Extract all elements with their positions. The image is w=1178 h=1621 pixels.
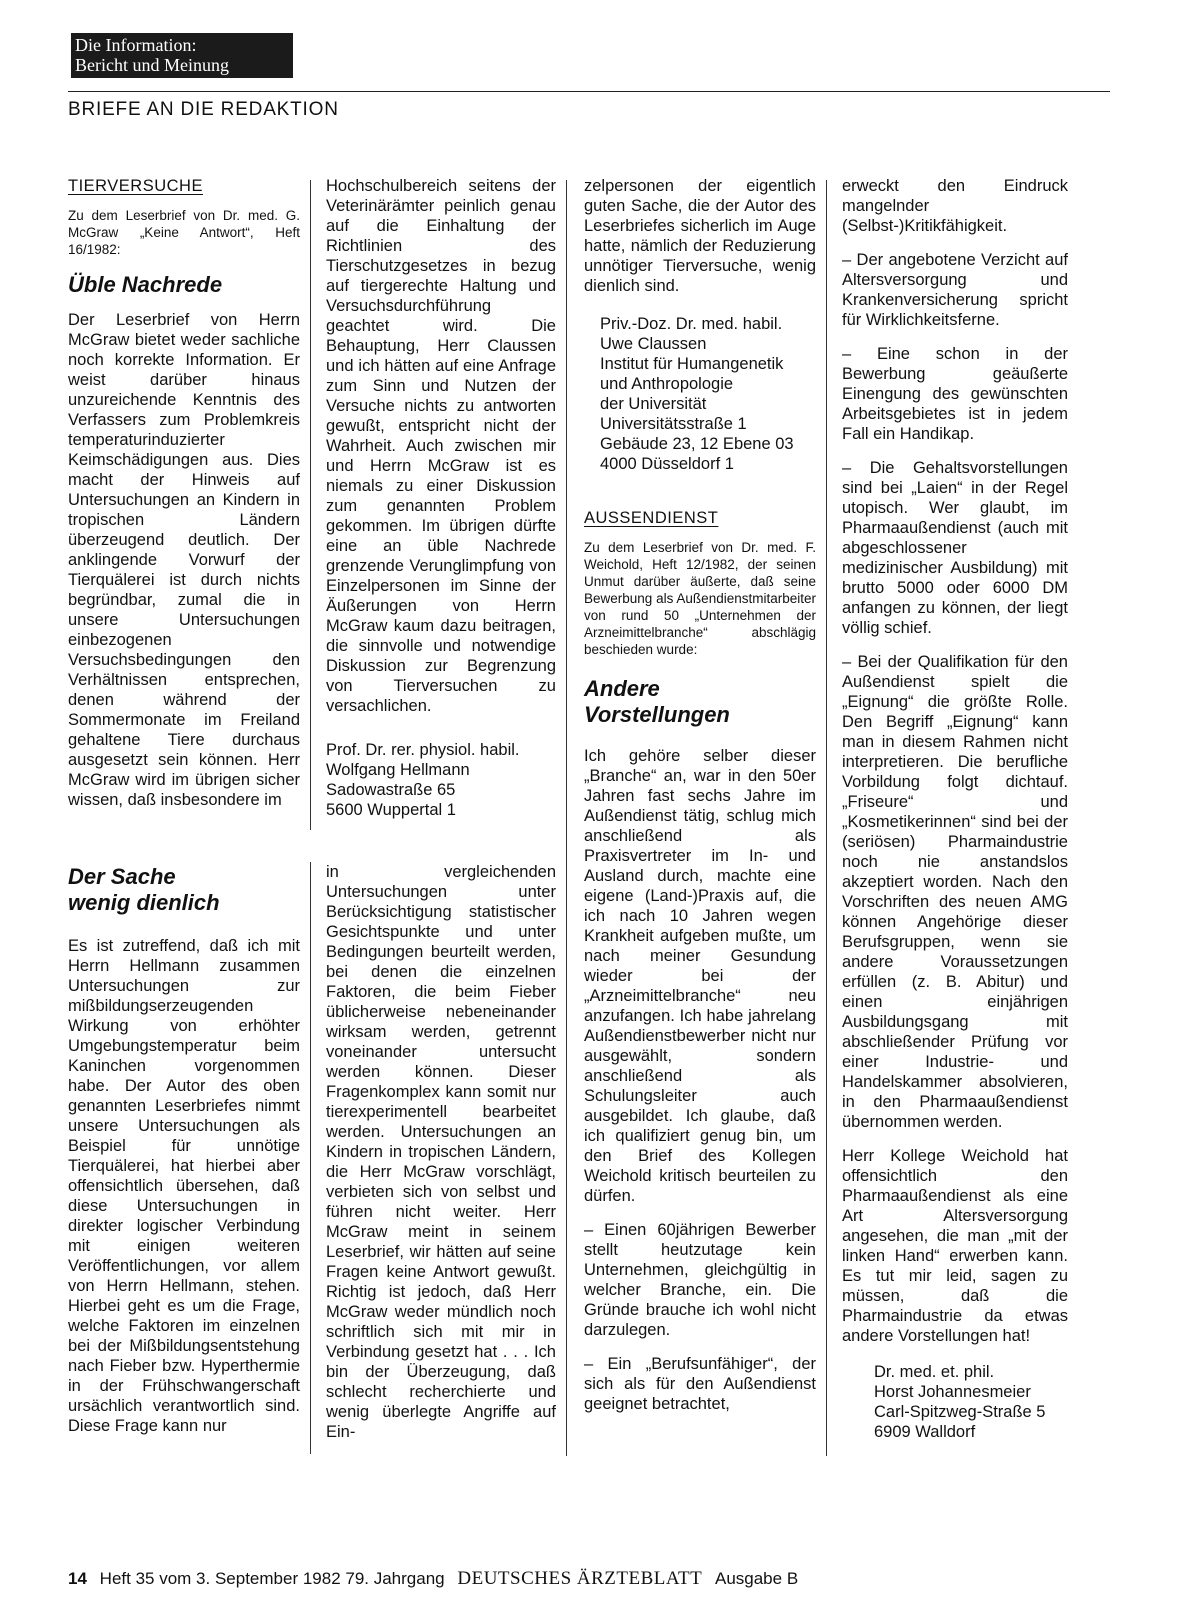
letter1-intro: Zu dem Leserbrief von Dr. med. G. McGraw „Keine Antwort“, Heft 16/1982:	[68, 208, 300, 257]
letter1-title: Üble Nachrede	[68, 272, 223, 297]
signature-line: Uwe Claussen	[600, 335, 707, 353]
letter2-body-b: in vergleichenden Untersuchungen unter Berücksichtigung statistischer Gesichtspunkte und unter Bedingungen beurteilt werden, bei denen die einzelnen Faktoren, die beim Fieber üblicherweise nebeneinander wirksam werden, getrennt voneinander untersucht werden können. Dieser Fragenkomplex kann somit nur tierexperimentell bearbeitet werden. Untersuchungen an Kindern in tropischen Ländern, die Herr McGraw vorschlägt, verbieten sich von selbst und führen nicht weiter. Herr McGraw meint in seinem Leserbrief, wir hätten auf seine Fragen keine Antwort gewußt. Richtig ist jedoch, daß Herr McGraw weder mündlich noch schriftlich sich mit mir in Verbindung gesetzt hat . . . Ich bin der Überzeugung, daß schlecht recherchierte und wenig überlegte Angriffe auf Ein-	[326, 863, 556, 1441]
top-rule	[68, 91, 1110, 92]
header-line-1: Die Information:	[75, 35, 197, 55]
letter2-body-a: Es ist zutreffend, daß ich mit Herrn Hellmann zusammen Untersuchungen zur mißbildungserzeugenden Wirkung von erhöhter Umgebungstemperatur beim Kaninchen vorgenommen habe. Der Autor des oben genannten Leserbriefes nimmt unsere Untersuchungen als Beispiel für unnötige Tierquälerei, hat hierbei aber offensichtlich übersehen, daß diese Untersuchungen in direkter logischer Verbindung mit einigen weiteren Veröffentlichungen, vor allem von Herrn Hellmann, stehen. Hierbei geht es um die Frage, welche Faktoren im einzelnen bei der Mißbildungsentstehung nach Fieber bzw. Hyperthermie in der Frühschwangerschaft ursächlich verantwortlich sind. Diese Frage kann nur	[68, 937, 300, 1435]
letter1-column-b	[326, 176, 556, 820]
letter3-intro: Zu dem Leserbrief von Dr. med. F. Weichold, Heft 12/1982, der seinen Unmut darüber äußerte, daß seine Bewerbung als Außendienstmitarbeiter von rund 50 „Unternehmen der Arzneimittelbranche“ abschlägig beschieden wurde:	[584, 540, 816, 657]
page-footer	[68, 1568, 798, 1590]
edition-label: Ausgabe B	[714, 1569, 799, 1588]
letter2-column-a	[68, 864, 300, 1436]
column-rule	[566, 180, 567, 1456]
signature-line: 5600 Wuppertal 1	[326, 801, 456, 819]
letter1-body-a: Der Leserbrief von Herrn McGraw bietet weder sachliche noch korrekte Information. Er weist darüber hinaus unzureichende Kenntnis des Verfassers zum Problemkreis temperaturinduzierter Keimschädigungen aus. Dies macht der Hinweis auf Untersuchungen an Kindern in tropischen Ländern überzeugend deutlich. Der anklingende Vorwurf der Tierquälerei ist durch nichts begründbar, zumal die in unsere Untersuchungen einbezogenen Versuchsbedingungen den Verhältnissen entsprechen, denen während der Sommermonate im Freiland gehaltene Tiere durchaus ausgesetzt sein können. Herr McGraw wird im übrigen sicher wissen, daß insbesondere im	[68, 311, 300, 809]
issue-info: Heft 35 vom 3. September 1982 79. Jahrgang	[99, 1569, 445, 1588]
header-line-2: Bericht und Meinung	[75, 55, 229, 75]
signature-line: Gebäude 23, 12 Ebene 03	[600, 435, 794, 453]
section-header-box	[71, 33, 293, 78]
column-rule	[310, 862, 311, 1454]
letter1-signature	[326, 740, 556, 820]
letter3-paragraph: – Eine schon in der Bewerbung geäußerte Einengung des gewünschten Arbeitsgebietes ist in jedem Fall ein Handikap.	[842, 345, 1068, 443]
rubric-aussendienst: AUSSENDIENST	[584, 509, 719, 527]
signature-line: Horst Johannesmeier	[874, 1383, 1031, 1401]
signature-line: Wolfgang Hellmann	[326, 761, 470, 779]
journal-name: DEUTSCHES ÄRZTEBLATT	[457, 1568, 703, 1589]
letter3-paragraph: – Einen 60jährigen Bewerber stellt heutzutage kein Unternehmen, gleichgültig in welcher Branche, ein. Die Gründe brauche ich wohl nicht darzulegen.	[584, 1221, 816, 1339]
letter3-title-line1: Andere	[584, 676, 660, 701]
letter2-column-b	[326, 862, 556, 1442]
signature-line: 4000 Düsseldorf 1	[600, 455, 734, 473]
letter1-column-a	[68, 176, 300, 810]
signature-line: Institut für Humangenetik	[600, 355, 784, 373]
signature-line: 6909 Walldorf	[874, 1423, 976, 1441]
letter3-paragraph: – Die Gehaltsvorstellungen sind bei „Laien“ in der Regel utopisch. Wer glaubt, im Pharmaaußendienst (auch mit abgeschlossener medizinischer Ausbildung) mit brutto 5000 oder 6000 DM anfangen zu können, der liegt völlig schief.	[842, 459, 1068, 637]
letter3-paragraph: erweckt den Eindruck mangelnder (Selbst-)Kritikfähigkeit.	[842, 177, 1068, 235]
section-title: BRIEFE AN DIE REDAKTION	[68, 99, 339, 120]
signature-line: Prof. Dr. rer. physiol. habil.	[326, 741, 520, 759]
page-number: 14	[68, 1569, 87, 1588]
letter1-body-b: Hochschulbereich seitens der Veterinärämter peinlich genau auf die Einhaltung der Richtlinien des Tierschutzgesetzes in bezug auf tiergerechte Haltung und Versuchsdurchführung geachtet wird. Die Behauptung, Herr Claussen und ich hätten auf eine Anfrage zum Sinn und Nutzen der Versuche nichts zu antworten gewußt, entspricht nicht der Wahrheit. Auch zwischen mir und Herrn McGraw ist es niemals zu einer Diskussion zum genannten Problem gekommen. Im übrigen dürfte eine an üble Nachrede grenzende Verunglimpfung von Einzelpersonen im Sinne der Äußerungen von Herrn McGraw kaum dazu beitragen, die sinnvolle und notwendige Diskussion zur Begrenzung von Tierversuchen zu versachlichen.	[326, 177, 556, 715]
letter2-body-c: zelpersonen der eigentlich guten Sache, die der Autor des Leserbriefes sicherlich im Auge hatte, nämlich der Reduzierung unnötiger Tierversuche, wenig dienlich sind.	[584, 177, 816, 295]
letter3-paragraph: – Bei der Qualifikation für den Außendienst spielt die „Eignung“ die größte Rolle. Den Begriff „Eignung“ kann man in diesem Rahmen nicht interpretieren. Die berufliche Vorbildung folgt dichtauf. „Friseure“ und „Kosmetikerinnen“ sind bei der (seriösen) Pharmaindustrie noch nie anstandslos akzeptiert worden. Nach den Vorschriften des neuen AMG können Angehörige dieser Berufsgruppen, wenn sie andere Voraussetzungen erfüllen (z. B. Abitur) und einen einjährigen Ausbildungsgang mit abschließender Prüfung vor einer Industrie- und Handelskammer absolvieren, in den Pharmaaußendienst übernommen werden.	[842, 653, 1068, 1131]
letter2-title	[68, 864, 300, 916]
signature-line: der Universität	[600, 395, 707, 413]
letter2-signature	[600, 314, 816, 474]
letter3-paragraph: – Ein „Berufsunfähiger“, der sich als für den Außendienst geeignet betrachtet,	[584, 1355, 816, 1413]
rubric-tierversuche: TIERVERSUCHE	[68, 177, 203, 195]
signature-line: und Anthropologie	[600, 375, 734, 393]
letter3-column-a	[584, 176, 816, 1414]
letter2-title-line2: wenig dienlich	[68, 890, 220, 915]
letter3-paragraph: Ich gehöre selber dieser „Branche“ an, war in den 50er Jahren fast sechs Jahre im Außendienst tätig, schlug mich anschließend als Praxisvertreter im In- und Ausland durch, machte eine eigene (Land-)Praxis auf, die ich nach 10 Jahren wegen Krankheit aufgeben mußte, um nach meiner Gesundung wieder bei der „Arzneimittelbranche“ neu anzufangen. Ich habe jahrelang Außendienstbewerber nicht nur ausgewählt, sondern anschließend als Schulungsleiter auch ausgebildet. Ich glaube, daß ich qualifiziert genug bin, um den Brief des Kollegen Weichold kritisch beurteilen zu dürfen.	[584, 747, 816, 1205]
letter3-paragraph: – Der angebotene Verzicht auf Altersversorgung und Krankenversicherung spricht für Wirklichkeitsferne.	[842, 251, 1068, 329]
signature-line: Universitätsstraße 1	[600, 415, 747, 433]
signature-line: Carl-Spitzweg-Straße 5	[874, 1403, 1046, 1421]
signature-line: Priv.-Doz. Dr. med. habil.	[600, 315, 783, 333]
column-rule	[826, 180, 827, 1456]
signature-line: Sadowastraße 65	[326, 781, 456, 799]
letter3-title	[584, 676, 816, 728]
letter2-title-line1: Der Sache	[68, 864, 176, 889]
letter3-paragraph: Herr Kollege Weichold hat offensichtlich den Pharmaaußendienst als eine Art Altersversorgung angesehen, die man „mit der linken Hand“ erwerben kann. Es tut mir leid, sagen zu müssen, daß die Pharmaindustrie da etwas andere Vorstellungen hat!	[842, 1147, 1068, 1345]
letter3-title-line2: Vorstellungen	[584, 702, 730, 727]
column-rule	[310, 180, 311, 830]
signature-line: Dr. med. et. phil.	[874, 1363, 995, 1381]
letter3-column-b	[842, 176, 1068, 1442]
letter3-signature	[874, 1362, 1068, 1442]
